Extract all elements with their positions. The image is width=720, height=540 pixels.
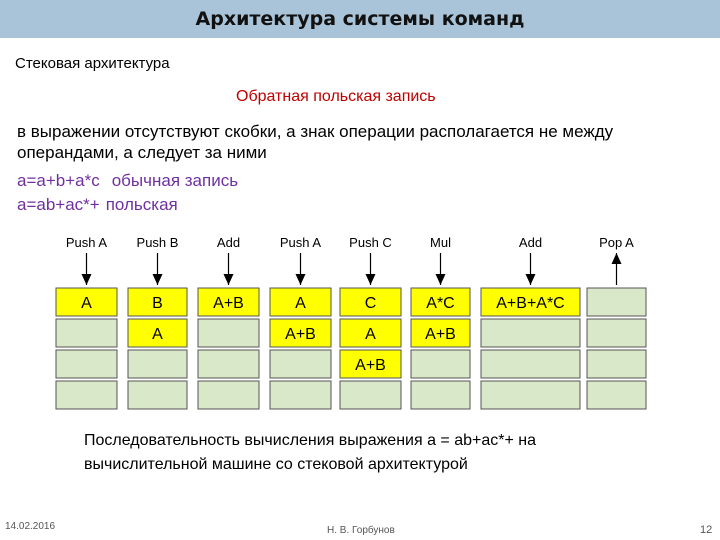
arrow-down-icon [224, 274, 234, 285]
body-text: в выражении отсутствуют скобки, а знак операции располагается не между операндами, а следует за ними [17, 122, 614, 162]
diagram-caption: Последовательность вычисления выражения a = ab+ac*+ на вычислительной машине со стековой архитектурой [84, 432, 537, 473]
arrow-down-icon [526, 274, 536, 285]
stack-step [270, 235, 331, 409]
arrow-down-icon [296, 274, 306, 285]
stack-cell-value: A+B [425, 326, 456, 343]
footer-date: 14.02.2016 [5, 521, 56, 532]
stack-cell-value: A+B [285, 326, 316, 343]
stack-cell-empty [587, 381, 646, 409]
stack-cell-empty [56, 381, 117, 409]
stack-cell-empty [198, 319, 259, 347]
stack-step [56, 235, 117, 409]
stack-step [340, 235, 401, 409]
example-expression: a=a+b+a*c [17, 171, 100, 190]
stack-cell-empty [128, 381, 187, 409]
stack-cell-empty [411, 381, 470, 409]
arrow-down-icon [436, 274, 446, 285]
stack-step [198, 235, 259, 409]
stack-cell-empty [481, 319, 580, 347]
stack-cell-empty [270, 350, 331, 378]
stack-cell-value: A [152, 326, 163, 343]
section-subtitle: Стековая архитектура [15, 55, 170, 72]
stack-cell-value: C [364, 295, 377, 312]
step-label: Push B [136, 235, 179, 250]
step-label: Pop A [599, 235, 634, 250]
stack-cell-value: A [365, 326, 376, 343]
stack-cell-value: A [295, 295, 306, 312]
stack-cell-empty [198, 350, 259, 378]
example-label: обычная запись [111, 171, 239, 190]
example-usual [17, 171, 238, 191]
stack-step [481, 235, 580, 409]
step-label: Push A [65, 235, 108, 250]
page-title: Архитектура системы команд [195, 8, 525, 30]
example-label: польская [105, 195, 178, 214]
stack-cell-empty [481, 381, 580, 409]
stack-cell-empty [56, 319, 117, 347]
arrow-down-icon [366, 274, 376, 285]
stack-diagram [0, 225, 720, 420]
stack-cell-empty [340, 381, 401, 409]
step-label: Mul [430, 235, 451, 250]
step-label: Push A [279, 235, 322, 250]
stack-cell-value: A [81, 295, 92, 312]
arrow-down-icon [82, 274, 92, 285]
stack-cell-empty [56, 350, 117, 378]
stack-cell-value: A+B [355, 357, 386, 374]
stack-cell-value: A+B+A*C [496, 295, 565, 312]
stack-step [128, 235, 187, 409]
step-label: Push C [349, 235, 392, 250]
step-label: Add [216, 235, 241, 250]
footer-author: Н. В. Горбунов [327, 525, 395, 536]
stack-cell-empty [481, 350, 580, 378]
example-expression: a=ab+ac*+ [17, 195, 100, 214]
step-label: Add [518, 235, 543, 250]
arrow-up-icon [612, 253, 622, 264]
page-number: 12 [700, 524, 713, 536]
example-polish [17, 195, 178, 215]
stack-cell-empty [587, 288, 646, 316]
stack-cell-empty [411, 350, 470, 378]
stack-step [411, 235, 470, 409]
header-bar [0, 0, 720, 38]
stack-cell-value: A+B [213, 295, 244, 312]
stack-cell-empty [128, 350, 187, 378]
stack-cell-empty [198, 381, 259, 409]
arrow-down-icon [153, 274, 163, 285]
stack-cell-empty [587, 350, 646, 378]
stack-cell-empty [587, 319, 646, 347]
stack-cell-empty [270, 381, 331, 409]
stack-cell-value: A*C [426, 295, 455, 312]
notation-title: Обратная польская запись [236, 88, 436, 105]
stack-step [587, 235, 646, 409]
stack-cell-value: B [152, 295, 163, 312]
